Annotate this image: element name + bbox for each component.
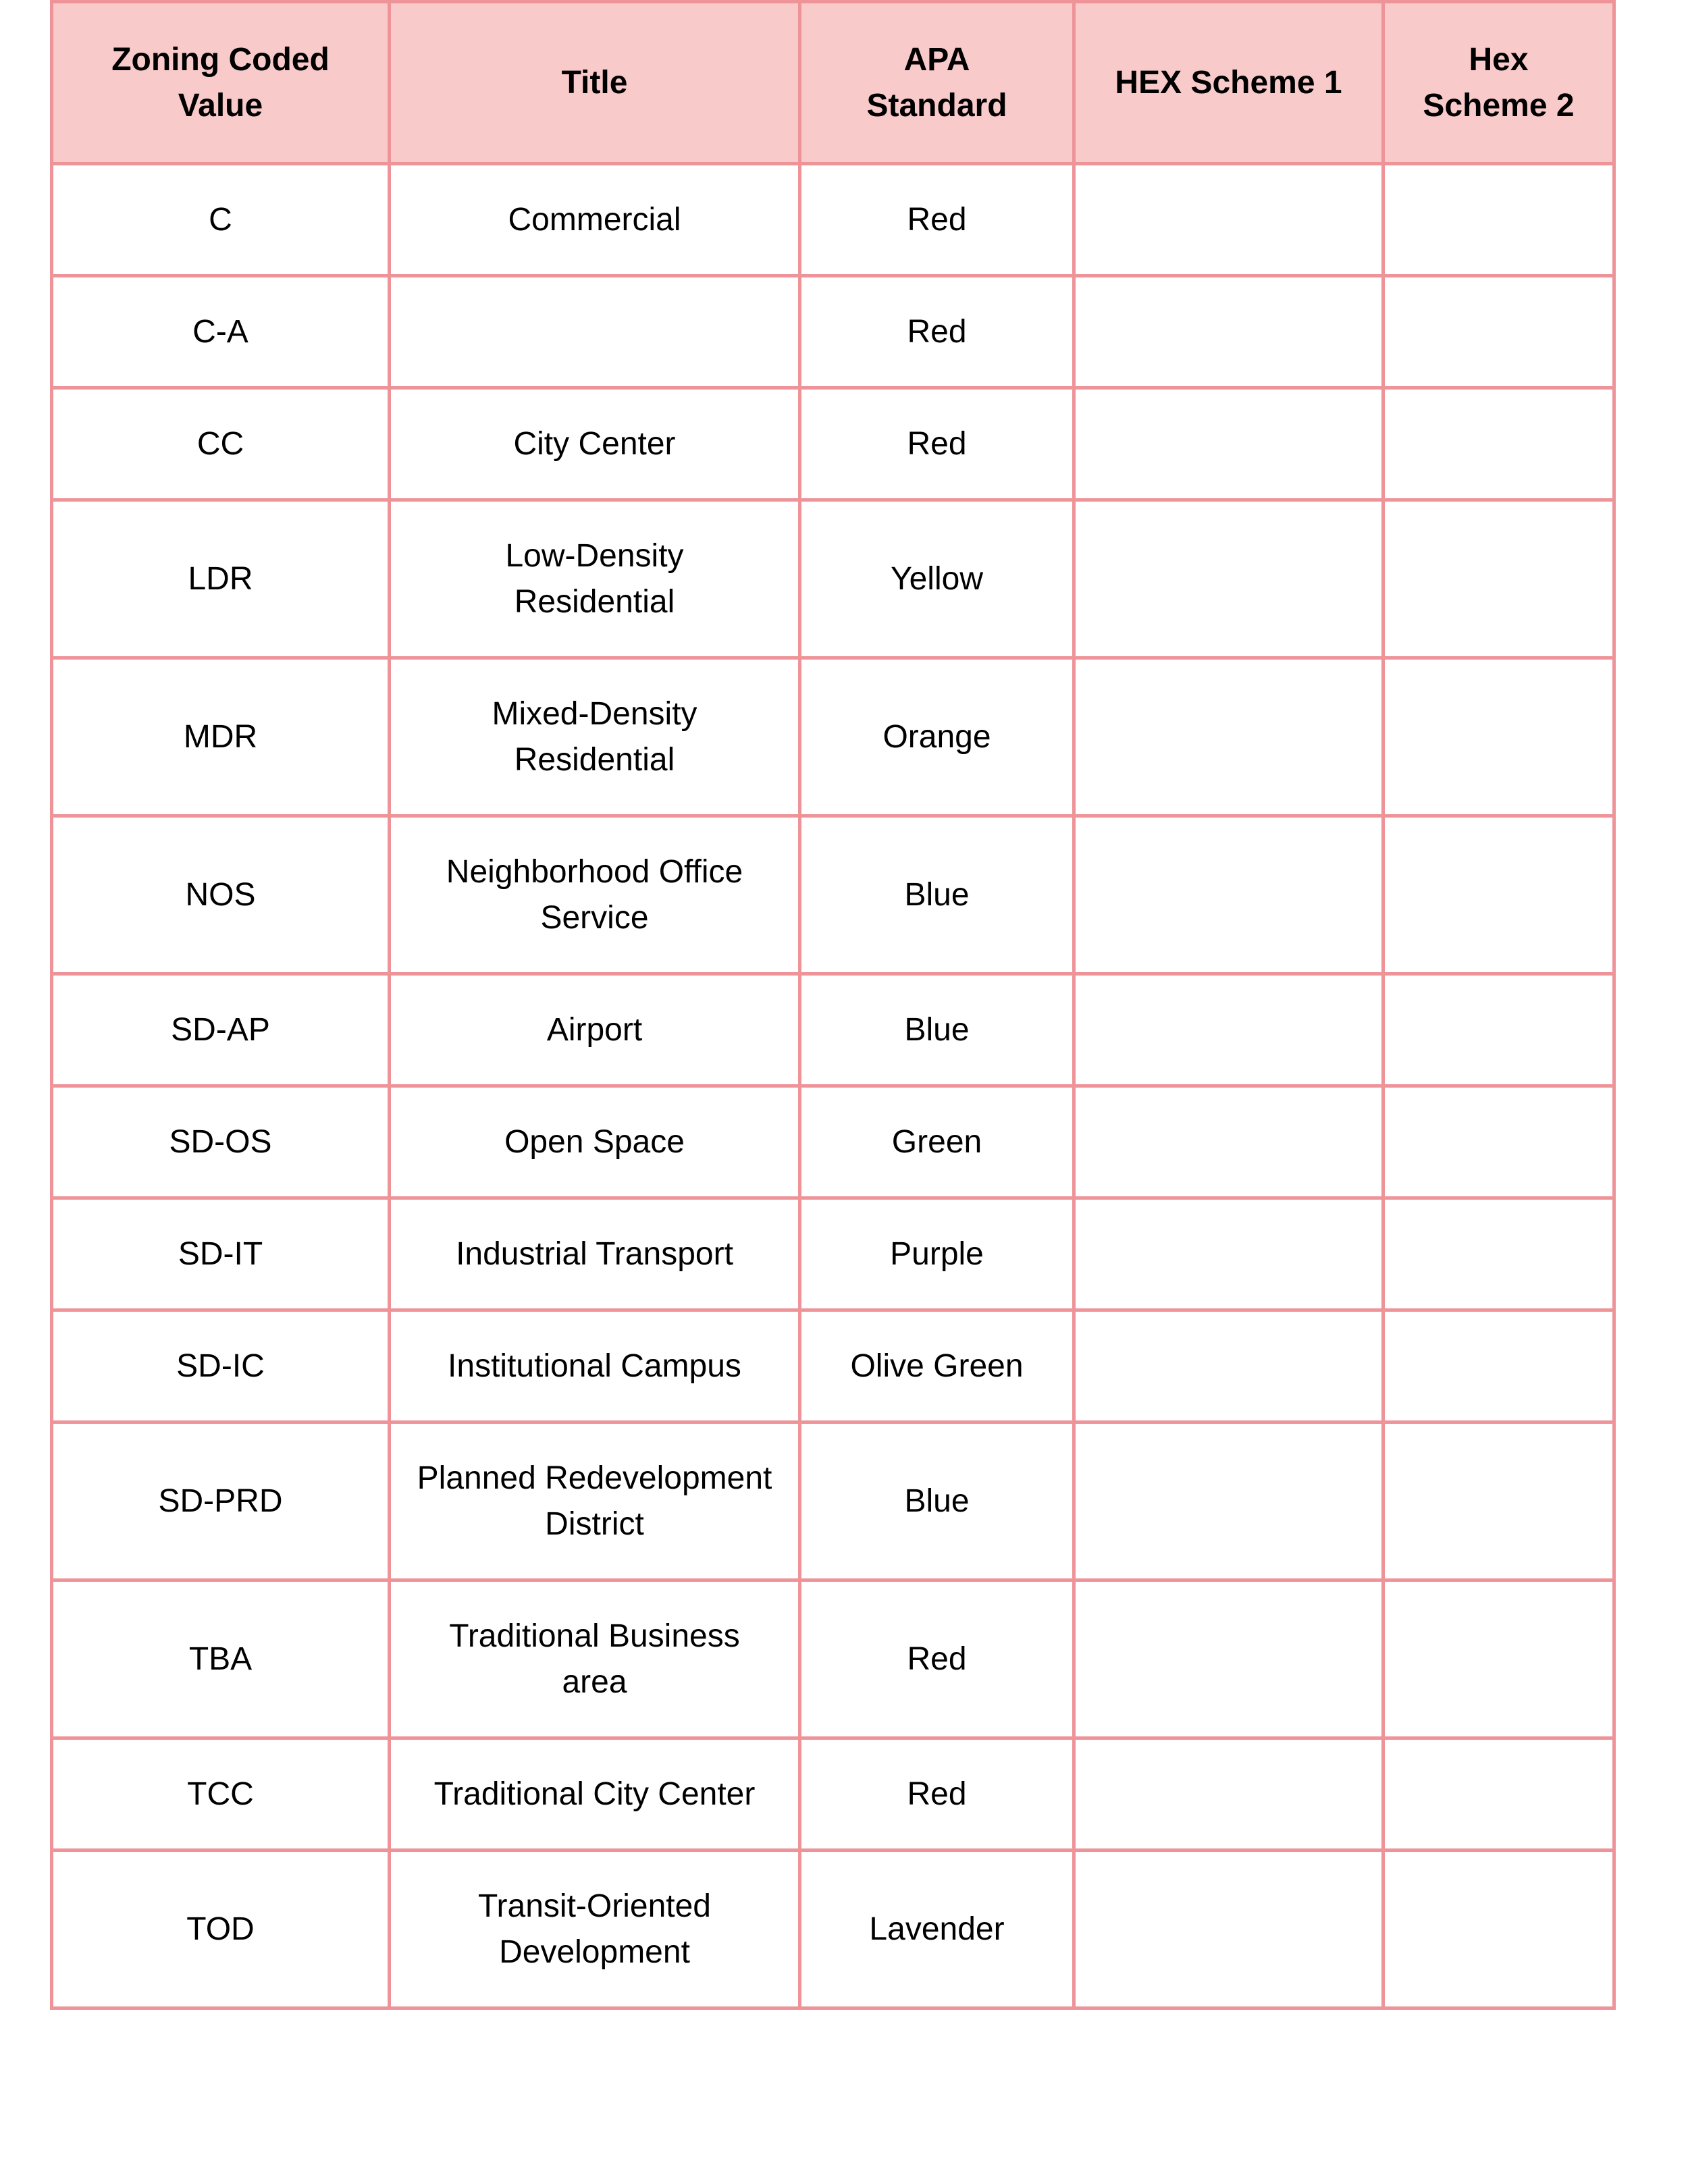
- table-row: [52, 816, 1614, 974]
- cell-hex-scheme-2: [1383, 816, 1614, 974]
- cell-zoning-code: SD-OS: [52, 1086, 390, 1198]
- cell-apa-standard: Lavender: [800, 1850, 1074, 2008]
- cell-title-text: Mixed-Density Residential: [492, 695, 697, 778]
- cell-apa-standard: Purple: [800, 1198, 1074, 1310]
- cell-zoning-code: SD-IT: [52, 1198, 390, 1310]
- cell-apa-standard: Red: [800, 388, 1074, 500]
- cell-zoning-code: LDR: [52, 500, 390, 658]
- cell-title: [390, 164, 800, 276]
- cell-title: [390, 1198, 800, 1310]
- cell-title: [390, 816, 800, 974]
- cell-title-text: Planned Redevelopment District: [417, 1460, 772, 1542]
- cell-hex-scheme-2: [1383, 276, 1614, 388]
- table-row: [52, 1198, 1614, 1310]
- cell-title-text: Airport: [546, 1011, 643, 1048]
- cell-zoning-code: TBA: [52, 1580, 390, 1738]
- table-row: [52, 1580, 1614, 1738]
- header-label: HEX Scheme 1: [1115, 64, 1342, 101]
- table-row: [52, 1310, 1614, 1422]
- cell-hex-scheme-1: [1074, 1086, 1383, 1198]
- cell-title-text: Open Space: [504, 1123, 685, 1160]
- header-label: Zoning Coded Value: [111, 41, 329, 124]
- header-row: [52, 2, 1614, 164]
- cell-hex-scheme-1: [1074, 1850, 1383, 2008]
- cell-apa-standard: Orange: [800, 658, 1074, 816]
- cell-hex-scheme-1: [1074, 1738, 1383, 1850]
- cell-zoning-code: C-A: [52, 276, 390, 388]
- cell-title: [390, 1086, 800, 1198]
- zoning-color-table: [50, 0, 1616, 2010]
- cell-hex-scheme-1: [1074, 1198, 1383, 1310]
- cell-zoning-code: NOS: [52, 816, 390, 974]
- cell-zoning-code: SD-AP: [52, 974, 390, 1086]
- cell-hex-scheme-1: [1074, 1422, 1383, 1580]
- cell-hex-scheme-2: [1383, 974, 1614, 1086]
- table-row: [52, 1738, 1614, 1850]
- cell-hex-scheme-2: [1383, 658, 1614, 816]
- header-label: APA Standard: [866, 41, 1007, 124]
- table-row: [52, 164, 1614, 276]
- cell-zoning-code: TCC: [52, 1738, 390, 1850]
- cell-title: [390, 388, 800, 500]
- cell-hex-scheme-1: [1074, 658, 1383, 816]
- cell-hex-scheme-1: [1074, 500, 1383, 658]
- table-row: [52, 500, 1614, 658]
- table-row: [52, 658, 1614, 816]
- table-row: [52, 388, 1614, 500]
- cell-title-text: Industrial Transport: [456, 1235, 733, 1272]
- cell-hex-scheme-2: [1383, 1422, 1614, 1580]
- table-row: [52, 1422, 1614, 1580]
- cell-title-text: Commercial: [508, 201, 681, 238]
- cell-hex-scheme-2: [1383, 1580, 1614, 1738]
- cell-hex-scheme-2: [1383, 1310, 1614, 1422]
- cell-title: [390, 1310, 800, 1422]
- cell-apa-standard: Blue: [800, 816, 1074, 974]
- cell-hex-scheme-2: [1383, 1198, 1614, 1310]
- cell-apa-standard: Red: [800, 1738, 1074, 1850]
- cell-title: [390, 276, 800, 388]
- cell-apa-standard: Red: [800, 276, 1074, 388]
- cell-zoning-code: C: [52, 164, 390, 276]
- cell-title: [390, 658, 800, 816]
- cell-hex-scheme-1: [1074, 164, 1383, 276]
- header-apa-standard: [800, 2, 1074, 164]
- cell-apa-standard: Blue: [800, 1422, 1074, 1580]
- cell-apa-standard: Blue: [800, 974, 1074, 1086]
- cell-title: [390, 500, 800, 658]
- cell-hex-scheme-2: [1383, 1086, 1614, 1198]
- cell-title-text: Transit-Oriented Development: [478, 1888, 711, 1970]
- cell-apa-standard: Red: [800, 1580, 1074, 1738]
- cell-title-text: Traditional City Center: [433, 1776, 756, 1812]
- cell-title-text: City Center: [513, 425, 676, 462]
- header-label: Hex Scheme 2: [1423, 41, 1575, 124]
- header-hex-scheme-2: [1383, 2, 1614, 164]
- cell-title-text: Low-Density Residential: [505, 537, 684, 620]
- table-row: [52, 974, 1614, 1086]
- table-row: [52, 1086, 1614, 1198]
- header-title: [390, 2, 800, 164]
- cell-title: [390, 1580, 800, 1738]
- cell-hex-scheme-1: [1074, 388, 1383, 500]
- header-label: Title: [561, 64, 628, 101]
- cell-hex-scheme-2: [1383, 1850, 1614, 2008]
- table-row: [52, 276, 1614, 388]
- cell-apa-standard: Yellow: [800, 500, 1074, 658]
- header-hex-scheme-1: [1074, 2, 1383, 164]
- cell-apa-standard: Red: [800, 164, 1074, 276]
- cell-title-text: Institutional Campus: [448, 1348, 741, 1384]
- cell-title-text: Neighborhood Office Service: [446, 853, 743, 936]
- cell-hex-scheme-2: [1383, 1738, 1614, 1850]
- cell-zoning-code: SD-PRD: [52, 1422, 390, 1580]
- table-row: [52, 1850, 1614, 2008]
- cell-hex-scheme-1: [1074, 1580, 1383, 1738]
- cell-zoning-code: MDR: [52, 658, 390, 816]
- cell-zoning-code: CC: [52, 388, 390, 500]
- cell-zoning-code: SD-IC: [52, 1310, 390, 1422]
- table-header: [52, 2, 1614, 164]
- cell-zoning-code: TOD: [52, 1850, 390, 2008]
- cell-hex-scheme-2: [1383, 164, 1614, 276]
- cell-apa-standard: Olive Green: [800, 1310, 1074, 1422]
- cell-title-text: Traditional Business area: [449, 1618, 740, 1700]
- cell-title: [390, 1738, 800, 1850]
- table-body: [52, 164, 1614, 2008]
- cell-hex-scheme-1: [1074, 974, 1383, 1086]
- header-zoning-coded-value: [52, 2, 390, 164]
- cell-hex-scheme-1: [1074, 816, 1383, 974]
- cell-hex-scheme-1: [1074, 1310, 1383, 1422]
- cell-title: [390, 1422, 800, 1580]
- cell-hex-scheme-2: [1383, 500, 1614, 658]
- cell-hex-scheme-2: [1383, 388, 1614, 500]
- cell-apa-standard: Green: [800, 1086, 1074, 1198]
- cell-title: [390, 974, 800, 1086]
- cell-hex-scheme-1: [1074, 276, 1383, 388]
- cell-title: [390, 1850, 800, 2008]
